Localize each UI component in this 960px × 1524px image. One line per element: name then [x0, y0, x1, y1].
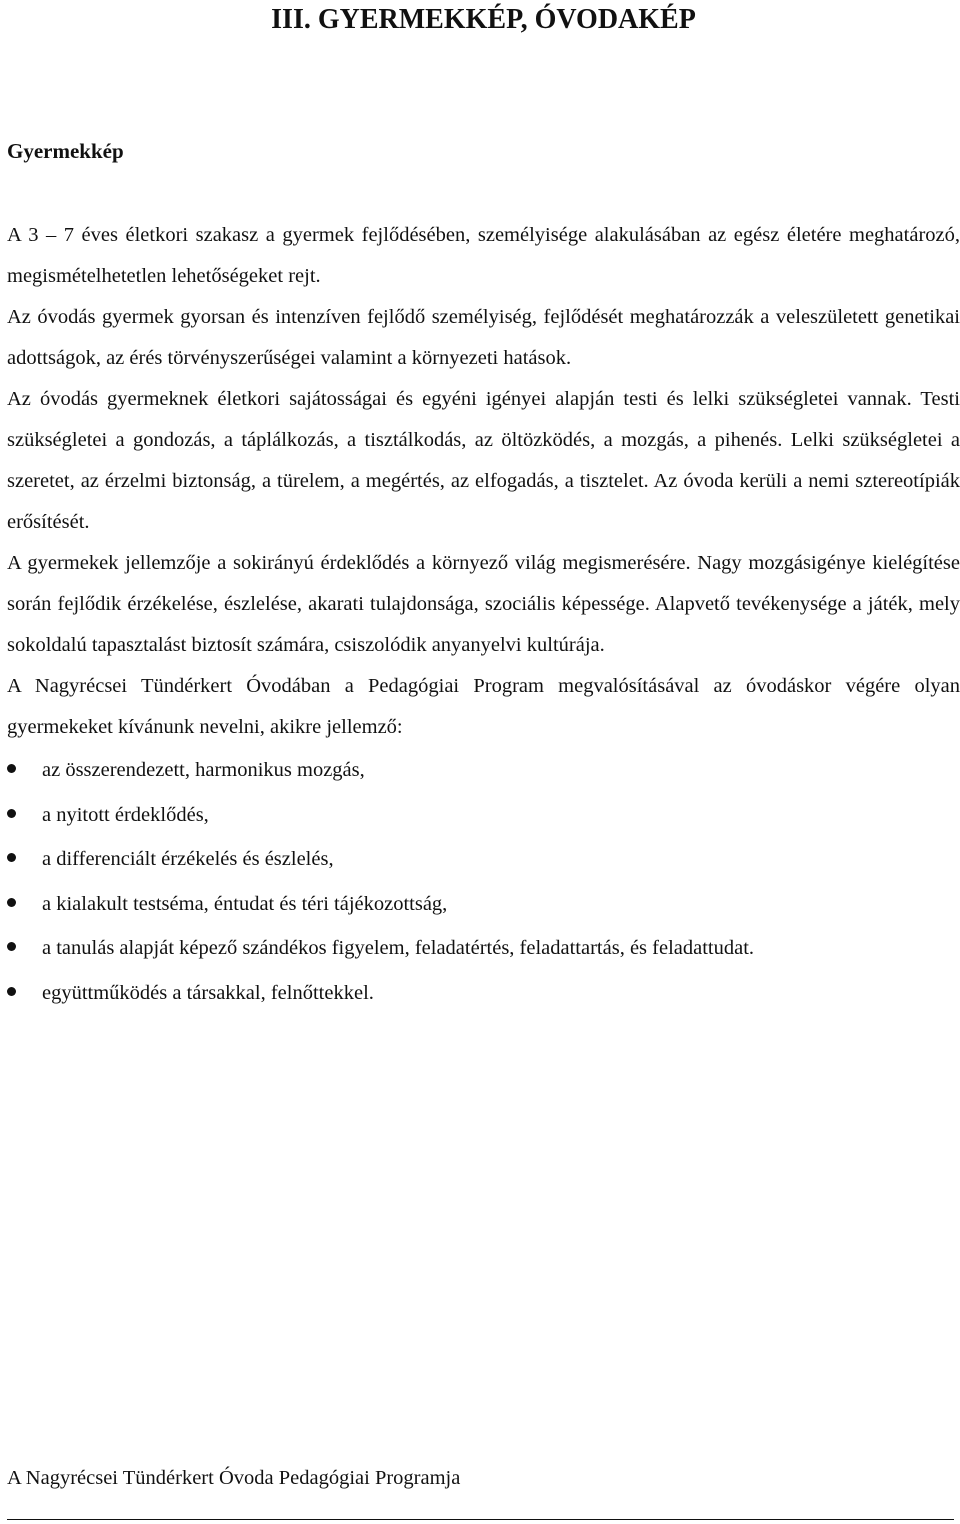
list-item-text: az összerendezett, harmonikus mozgás,	[42, 759, 365, 781]
list-item	[7, 926, 960, 971]
page-footer: A Nagyrécsei Tündérkert Óvoda Pedagógiai Programja	[7, 1467, 461, 1489]
footer-divider	[7, 1519, 954, 1520]
paragraph: Az óvodás gyermek gyorsan és intenzíven fejlődő személyiség, fejlődését meghatározzák a veleszületett genetikai adottságok, az érés törvényszerűségei valamint a környezeti hatások.	[7, 306, 960, 369]
paragraph: Az óvodás gyermeknek életkori sajátosságai és egyéni igényei alapján testi és lelki szükségletei vannak. Testi szükségletei a gondozás, a táplálkozás, a tisztálkodás, az öltözködés, a mozgás, a pihenés. Lelki szükségletei a szeretet, az érzelmi biztonság, a türelem, a megértés, az elfogadás, a tisztelet. Az óvoda kerüli a nemi sztereotípiák erősítését.	[7, 388, 960, 533]
list-item	[7, 793, 960, 838]
document-body	[7, 215, 960, 1015]
bullet-icon	[7, 898, 16, 907]
list-item-text: a nyitott érdeklődés,	[42, 803, 209, 826]
list-item	[7, 971, 960, 1016]
paragraph: A gyermekek jellemzője a sokirányú érdeklődés a környező világ megismerésére. Nagy mozgásigénye kielégítése során fejlődik érzékelése, észlelése, akarati tulajdonsága, szociális képessége. Alapvető tevékenysége a játék, mely sokoldalú tapasztalást biztosít számára, csiszolódik anyanyelvi kultúrája.	[7, 552, 960, 656]
list-item-text: a differenciált érzékelés és észlelés,	[42, 848, 334, 870]
bullet-icon	[7, 809, 16, 818]
list-item	[7, 748, 960, 793]
list-item	[7, 882, 960, 927]
bullet-icon	[7, 764, 16, 773]
list-item-text: a tanulás alapját képező szándékos figyelem, feladatértés, feladattartás, és feladattudat.	[42, 937, 755, 959]
bullet-list	[7, 748, 960, 1015]
page-title: III. GYERMEKKÉP, ÓVODAKÉP	[271, 4, 696, 35]
list-item	[7, 837, 960, 882]
bullet-icon	[7, 942, 16, 951]
bullet-icon	[7, 853, 16, 862]
list-item-text: együttműködés a társakkal, felnőttekkel.	[42, 981, 374, 1004]
section-heading: Gyermekkép	[7, 139, 124, 163]
bullet-icon	[7, 987, 16, 996]
list-item-text: a kialakult testséma, éntudat és téri tájékozottság,	[42, 892, 448, 915]
paragraph: A Nagyrécsei Tündérkert Óvodában a Pedagógiai Program megvalósításával az óvodáskor végére olyan gyermekeket kívánunk nevelni, akikre jellemző:	[7, 675, 960, 738]
paragraph: A 3 – 7 éves életkori szakasz a gyermek fejlődésében, személyisége alakulásában az egész életére meghatározó, megismételhetetlen lehetőségeket rejt.	[7, 224, 960, 287]
